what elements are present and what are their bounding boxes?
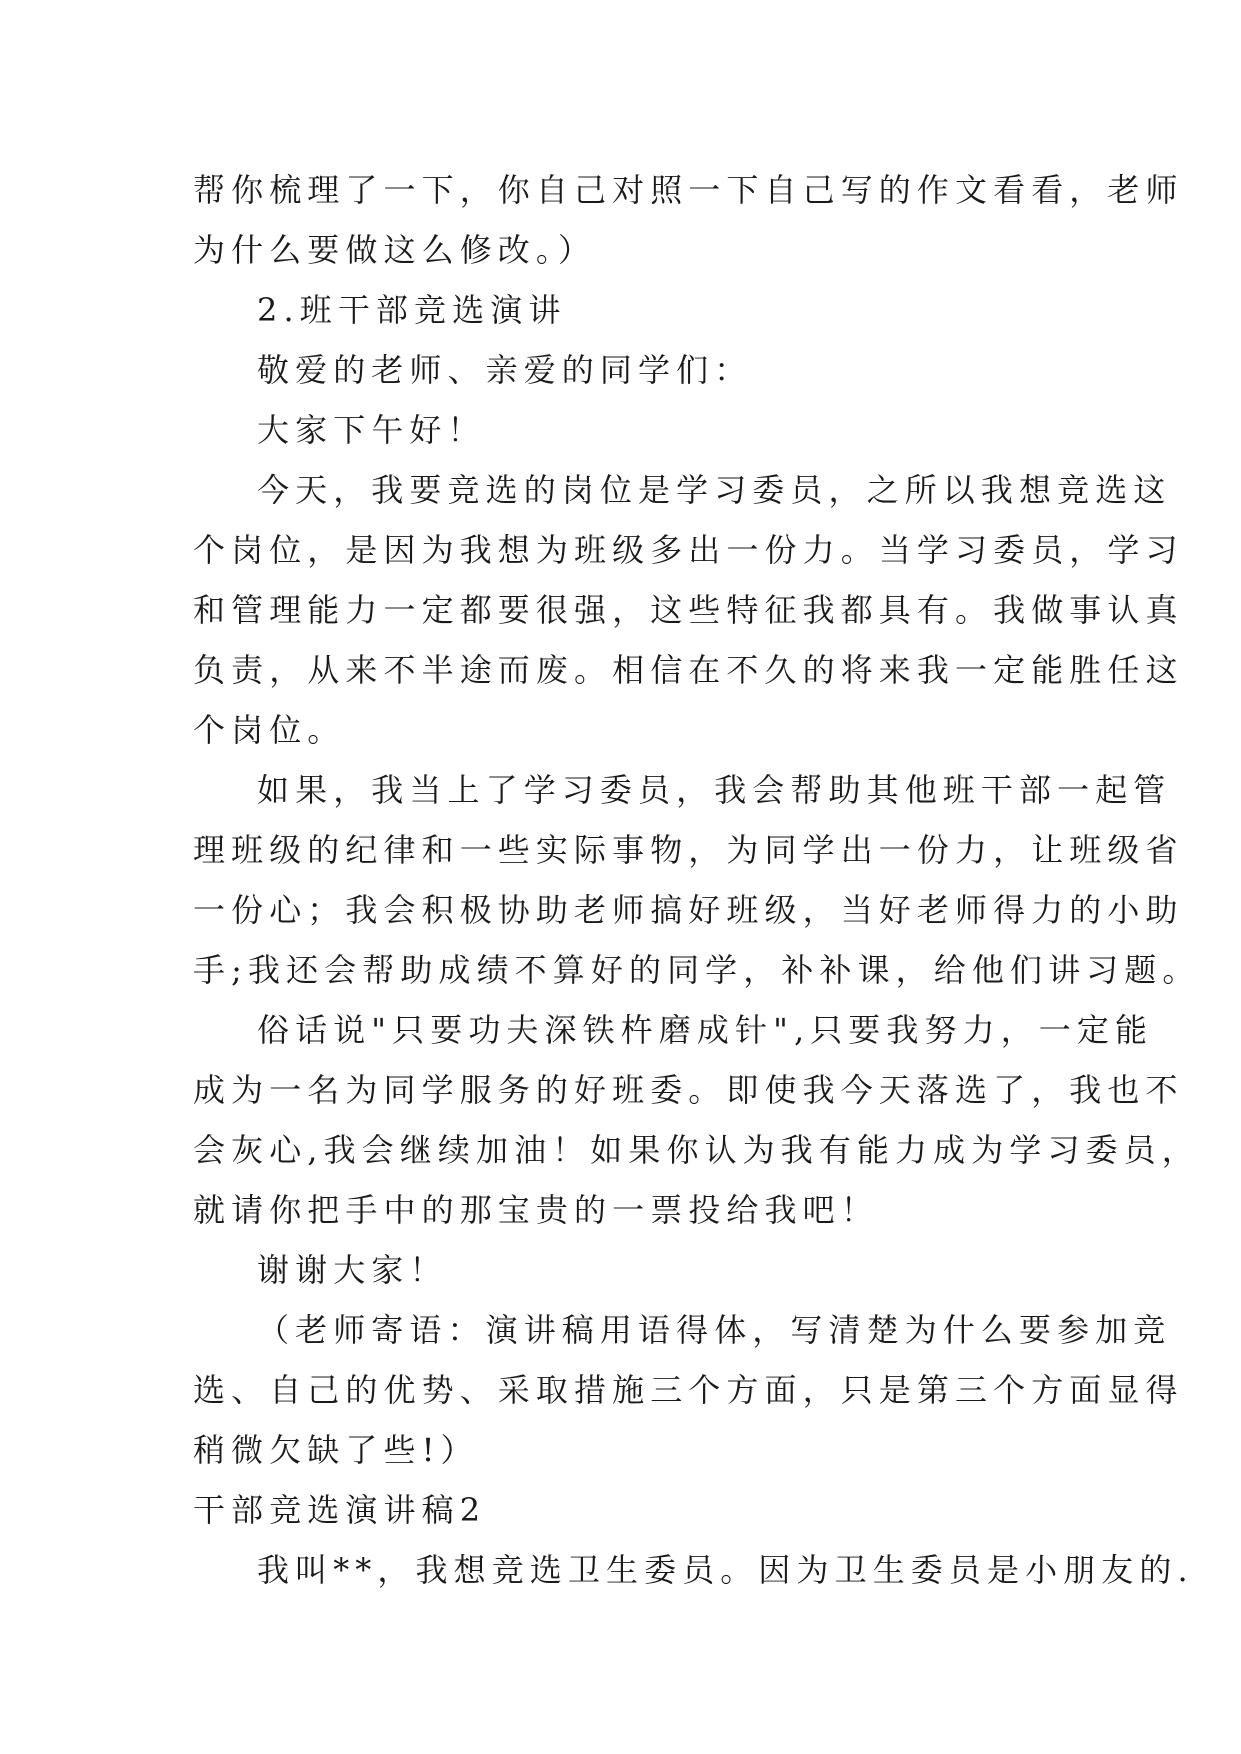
closing-thanks: 谢谢大家！ (257, 1251, 448, 1289)
text-line: 我叫**，我想竞选卫生委员。因为卫生委员是小朋友的. (257, 1551, 1194, 1589)
text-line: 今天，我要竞选的岗位是学习委员，之所以我想竞选这 (257, 471, 1172, 509)
text-line: 会灰心,我会继续加油！如果你认为我有能力成为学习委员， (193, 1131, 1200, 1169)
salutation: 敬爱的老师、亲爱的同学们： (257, 351, 753, 389)
text-line: 理班级的纪律和一些实际事物，为同学出一份力，让班级省 (193, 831, 1184, 869)
text-line: 俗话说"只要功夫深铁杵磨成针",只要我努力，一定能 (257, 1011, 1154, 1049)
text-line: 个岗位。 (193, 711, 346, 749)
text-line: 帮你梳理了一下，你自己对照一下自己写的作文看看，老师 (193, 171, 1184, 209)
text-line: 如果，我当上了学习委员，我会帮助其他班干部一起管 (257, 771, 1172, 809)
teacher-comment: 稍微欠缺了些!） (193, 1431, 479, 1469)
text-line: 就请你把手中的那宝贵的一票投给我吧！ (193, 1191, 879, 1229)
teacher-comment: （老师寄语：演讲稿用语得体，写清楚为什么要参加竞 (257, 1311, 1172, 1349)
text-line: 成为一名为同学服务的好班委。即使我今天落选了，我也不 (193, 1071, 1184, 1109)
text-line: 个岗位，是因为我想为班级多出一份力。当学习委员，学习 (193, 531, 1184, 569)
article-title: 干部竞选演讲稿2 (193, 1491, 487, 1529)
greeting: 大家下午好！ (257, 411, 486, 449)
text-line: 和管理能力一定都要很强，这些特征我都具有。我做事认真 (193, 591, 1184, 629)
section-heading: 2.班干部竞选演讲 (257, 291, 567, 329)
text-line: 手;我还会帮助成绩不算好的同学，补补课，给他们讲习题。 (193, 951, 1201, 989)
teacher-comment: 选、自己的优势、采取措施三个方面，只是第三个方面显得 (193, 1371, 1184, 1409)
text-line: 一份心；我会积极协助老师搞好班级，当好老师得力的小助 (193, 891, 1184, 929)
document-page (193, 160, 1201, 1600)
text-line: 为什么要做这么修改。） (193, 231, 597, 269)
text-line: 负责，从来不半途而废。相信在不久的将来我一定能胜任这 (193, 651, 1184, 689)
